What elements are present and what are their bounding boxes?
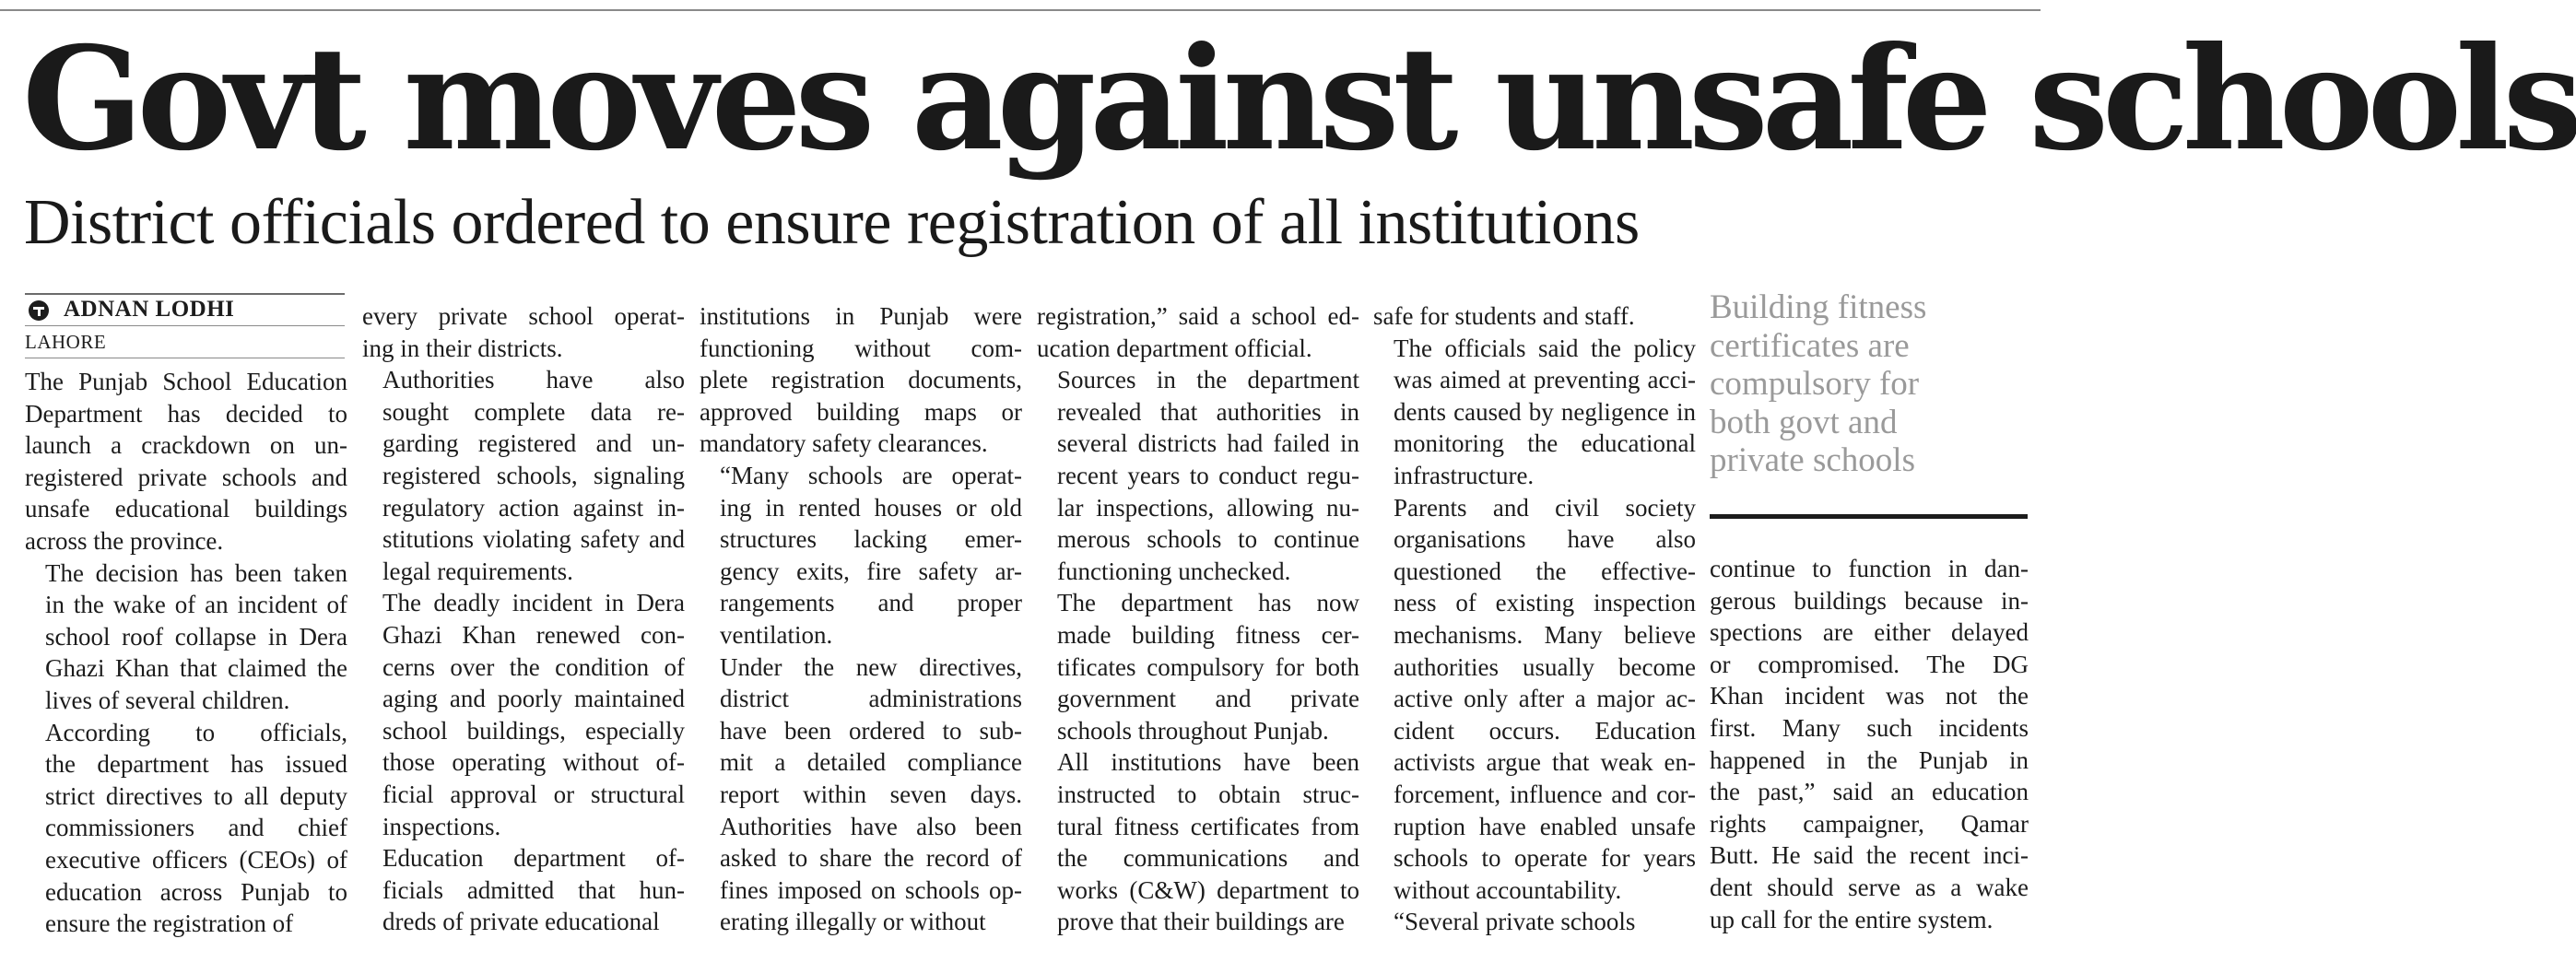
- text-line: approved building maps or: [700, 397, 1022, 426]
- text-line: the communications and: [1057, 844, 1359, 873]
- article-paragraph: [362, 587, 685, 842]
- text-line: across the province.: [25, 526, 224, 555]
- text-line: dent should serve as a wake: [1710, 873, 2029, 901]
- text-line: institutions in Punjab were: [700, 302, 1022, 330]
- text-line: ness of existing inspection: [1394, 589, 1696, 617]
- article-column-6: [1710, 553, 2029, 935]
- publication-logo-icon: [29, 300, 49, 321]
- subheadline: District officials ordered to ensure registration of all institutions: [24, 187, 1640, 258]
- text-line: “Many schools are operat-: [720, 461, 1022, 489]
- text-line: Parents and civil society: [1394, 493, 1696, 522]
- text-line: the department has issued: [45, 750, 347, 779]
- text-line: registered private schools and: [25, 463, 347, 491]
- article-paragraph: [700, 300, 1022, 460]
- text-line: gerous buildings because in-: [1710, 586, 2029, 615]
- column-body: [362, 300, 685, 938]
- pull-quote-line: Building fitness: [1710, 288, 1927, 326]
- text-line: asked to share the record of: [720, 844, 1022, 873]
- text-line: several districts had failed in: [1057, 429, 1359, 458]
- text-line: first. Many such incidents: [1710, 713, 2029, 742]
- text-line: infrastructure.: [1394, 461, 1535, 489]
- text-line: plete registration documents,: [700, 366, 1022, 394]
- text-line: ventilation.: [720, 620, 833, 649]
- text-line: up call for the entire system.: [1710, 905, 1994, 933]
- text-line: cerns over the condition of: [382, 652, 685, 681]
- text-line: cident occurs. Education: [1394, 716, 1696, 745]
- article-column-1: [25, 293, 347, 940]
- text-line: school buildings, especially: [382, 716, 685, 745]
- text-line: every private school operat-: [362, 302, 685, 330]
- article-paragraph: [1037, 300, 1359, 364]
- text-line: school roof collapse in Dera: [45, 622, 347, 651]
- text-line: activists argue that weak en-: [1394, 748, 1696, 777]
- article-column-4: [1037, 300, 1359, 938]
- article-column-5: [1373, 300, 1696, 938]
- text-line: Department has decided to: [25, 399, 347, 428]
- text-line: active only after a major ac-: [1394, 685, 1696, 713]
- article-paragraph: [1373, 333, 1696, 492]
- text-line: ing in rented houses or old: [720, 493, 1022, 522]
- article-paragraph: [1373, 492, 1696, 907]
- text-line: education across Punjab to: [45, 877, 347, 906]
- article-paragraph: [700, 651, 1022, 938]
- pull-quote-line: private schools: [1710, 441, 1915, 479]
- text-line: strict directives to all deputy: [45, 781, 347, 810]
- pull-quote-line: both govt and: [1710, 403, 1898, 441]
- article-paragraph: [1710, 553, 2029, 935]
- text-line: safe for students and staff.: [1373, 302, 1635, 330]
- text-line: monitoring the educational: [1394, 429, 1696, 458]
- text-line: without accountability.: [1394, 875, 1622, 904]
- text-line: tural fitness certificates from: [1057, 812, 1359, 840]
- text-line: launch a crackdown on un-: [25, 431, 347, 460]
- text-line: gency exits, fire safety ar-: [720, 557, 1022, 585]
- article-paragraph: [362, 300, 685, 364]
- text-line: dreds of private educational: [382, 908, 660, 936]
- text-line: lar inspections, allowing nu-: [1057, 493, 1359, 522]
- column-body: [700, 300, 1022, 938]
- text-line: merous schools to continue: [1057, 525, 1359, 554]
- pull-quote-rule: [1710, 514, 2028, 519]
- text-line: functioning unchecked.: [1057, 557, 1291, 585]
- text-line: “Several private schools: [1394, 908, 1636, 936]
- text-line: inspections.: [382, 812, 501, 840]
- text-line: All institutions have been: [1057, 748, 1359, 777]
- text-line: was aimed at preventing acci-: [1394, 366, 1696, 394]
- text-line: Khan incident was not the: [1710, 682, 2029, 710]
- text-line: The decision has been taken: [45, 558, 347, 587]
- pull-quote: [1710, 288, 2023, 480]
- byline-author: ADNAN LODHI: [64, 297, 235, 323]
- article-column-3: [700, 300, 1022, 938]
- text-line: continue to function in dan-: [1710, 555, 2029, 582]
- text-line: executive officers (CEOs) of: [45, 845, 347, 874]
- article-paragraph: [1037, 746, 1359, 938]
- article-paragraph: [362, 364, 685, 587]
- text-line: registration,” said a school ed-: [1037, 302, 1359, 330]
- text-line: functioning without com-: [700, 334, 1022, 362]
- text-line: dents caused by negligence in: [1394, 397, 1696, 426]
- text-line: schools to operate for years: [1394, 844, 1696, 873]
- text-line: Butt. He said the recent inci-: [1710, 841, 2029, 870]
- text-line: authorities usually become: [1394, 652, 1696, 681]
- text-line: made building fitness cer-: [1057, 620, 1359, 649]
- pull-quote-line: certificates are: [1710, 326, 1910, 365]
- text-line: questioned the effective-: [1394, 557, 1696, 585]
- text-line: ruption have enabled unsafe: [1394, 812, 1696, 840]
- text-line: Authorities have also been: [720, 812, 1022, 840]
- pull-quote-line: compulsory for: [1710, 365, 1920, 403]
- column-body: [1373, 300, 1696, 938]
- article-paragraph: [1037, 364, 1359, 587]
- text-line: The department has now: [1057, 589, 1359, 617]
- dateline: LAHORE: [25, 331, 107, 353]
- text-line: garding registered and un-: [382, 429, 685, 458]
- text-line: forcement, influence and cor-: [1394, 780, 1696, 808]
- text-line: have been ordered to sub-: [720, 716, 1022, 745]
- text-line: district administrations: [720, 685, 1022, 713]
- text-line: unsafe educational buildings: [25, 495, 347, 523]
- column-body: [1710, 553, 2029, 935]
- text-line: in the wake of an incident of: [45, 591, 347, 619]
- text-line: Under the new directives,: [720, 652, 1022, 681]
- text-line: ficials admitted that hun-: [382, 875, 685, 904]
- top-rule: [0, 9, 2041, 11]
- text-line: commissioners and chief: [45, 814, 347, 842]
- text-line: ficial approval or structural: [382, 780, 685, 808]
- text-line: registered schools, signaling: [382, 461, 685, 489]
- article-column-2: [362, 300, 685, 938]
- text-line: mit a detailed compliance: [720, 748, 1022, 777]
- column-body: [25, 366, 347, 940]
- text-line: Ghazi Khan that claimed the: [45, 654, 347, 683]
- text-line: According to officials,: [45, 718, 347, 746]
- text-line: tificates compulsory for both: [1057, 652, 1359, 681]
- text-line: rights campaigner, Qamar: [1710, 809, 2029, 838]
- text-line: report within seven days.: [720, 780, 1022, 808]
- article-paragraph: [1373, 906, 1696, 938]
- text-line: government and private: [1057, 685, 1359, 713]
- text-line: fines imposed on schools op-: [720, 875, 1022, 904]
- column-body: [1037, 300, 1359, 938]
- text-line: structures lacking emer-: [720, 525, 1022, 554]
- headline: Govt moves against unsafe schools: [22, 16, 2576, 182]
- text-line: ucation department official.: [1037, 334, 1312, 362]
- text-line: or compromised. The DG: [1710, 650, 2029, 678]
- article-paragraph: [25, 366, 347, 557]
- text-line: lives of several children.: [45, 686, 290, 714]
- text-line: The deadly incident in Dera: [382, 589, 685, 617]
- text-line: mechanisms. Many believe: [1394, 620, 1696, 649]
- text-line: the past,” said an education: [1710, 778, 2029, 806]
- text-line: revealed that authorities in: [1057, 397, 1359, 426]
- text-line: Authorities have also: [382, 366, 685, 394]
- text-line: instructed to obtain struc-: [1057, 780, 1359, 808]
- text-line: those operating without of-: [382, 748, 685, 777]
- article-paragraph: [700, 460, 1022, 651]
- text-line: works (C&W) department to: [1057, 875, 1359, 904]
- article-paragraph: [362, 842, 685, 938]
- article-paragraph: [1037, 587, 1359, 746]
- text-line: prove that their buildings are: [1057, 908, 1345, 936]
- byline: [25, 295, 345, 325]
- byline-block: [25, 293, 345, 358]
- text-line: The officials said the policy: [1394, 334, 1696, 362]
- text-line: recent years to conduct regu-: [1057, 461, 1359, 489]
- text-line: Education department of-: [382, 844, 685, 873]
- text-line: rangements and proper: [720, 589, 1022, 617]
- text-line: schools throughout Punjab.: [1057, 716, 1329, 745]
- text-line: Sources in the department: [1057, 366, 1359, 394]
- text-line: aging and poorly maintained: [382, 685, 685, 713]
- article-paragraph: [1373, 300, 1696, 333]
- text-line: sought complete data re-: [382, 397, 685, 426]
- article-paragraph: [25, 557, 347, 717]
- text-line: Ghazi Khan renewed con-: [382, 620, 685, 649]
- text-line: legal requirements.: [382, 557, 573, 585]
- text-line: spections are either delayed: [1710, 618, 2029, 647]
- article-paragraph: [25, 717, 347, 940]
- text-line: regulatory action against in-: [382, 493, 685, 522]
- text-line: erating illegally or without: [720, 908, 986, 936]
- text-line: happened in the Punjab in: [1710, 745, 2029, 774]
- text-line: ensure the registration of: [45, 909, 294, 938]
- text-line: The Punjab School Education: [25, 368, 347, 395]
- text-line: mandatory safety clearances.: [700, 429, 988, 458]
- text-line: ing in their districts.: [362, 334, 563, 362]
- text-line: stitutions violating safety and: [382, 525, 685, 554]
- text-line: organisations have also: [1394, 525, 1696, 554]
